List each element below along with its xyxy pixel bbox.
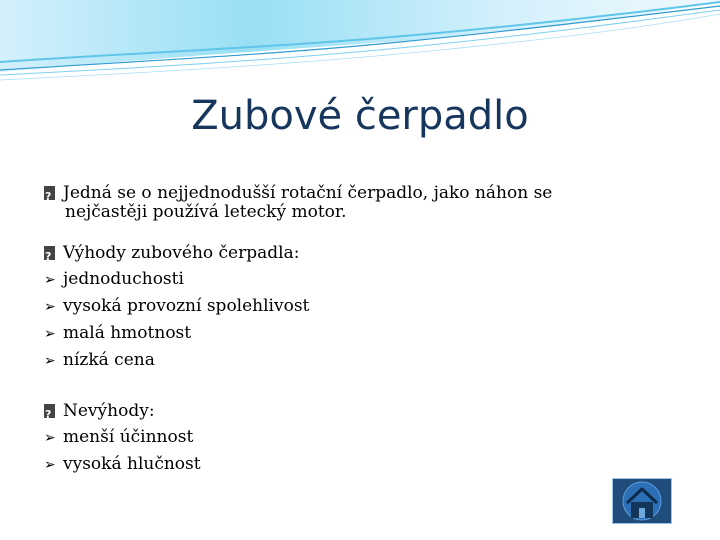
- arrow-bullet-icon: ➢: [44, 326, 56, 342]
- list-item: [44, 347, 664, 374]
- list-item-text: vysoká provozní spolehlivost: [63, 296, 310, 316]
- list-item-text: menší účinnost: [63, 427, 194, 447]
- list-item: [44, 424, 664, 451]
- header-wave-decoration: [0, 0, 720, 90]
- list-item: [44, 293, 664, 320]
- arrow-bullet-icon: ➢: [44, 457, 56, 473]
- bullet-continuation: nejčastěji používá letecký motor.: [65, 202, 347, 222]
- square-bullet-icon: [44, 240, 63, 266]
- arrow-bullet-icon: ➢: [44, 353, 56, 369]
- slide-content: [44, 180, 664, 478]
- list-item-text: jednoduchosti: [63, 269, 184, 289]
- square-bullet-icon: [44, 180, 63, 206]
- list-item-text: vysoká hlučnost: [63, 454, 201, 474]
- bullet-disadvantages: [44, 398, 664, 424]
- arrow-bullet-icon: ➢: [44, 299, 56, 315]
- slide-title: Zubové čerpadlo: [191, 93, 529, 139]
- arrow-bullet-icon: ➢: [44, 430, 56, 446]
- bullet-text: Výhody zubového čerpadla:: [63, 243, 300, 263]
- bullet-advantages: [44, 240, 664, 266]
- list-item: [44, 266, 664, 293]
- list-item-text: nízká cena: [63, 350, 155, 370]
- list-item: [44, 451, 664, 478]
- bullet-text: Nevýhody:: [63, 401, 155, 421]
- bullet-text: Jedná se o nejjednodušší rotační čerpadlo, jako náhon se: [63, 183, 553, 203]
- arrow-bullet-icon: ➢: [44, 272, 56, 288]
- home-icon: [613, 479, 671, 523]
- list-item-text: malá hmotnost: [63, 323, 192, 343]
- list-item: [44, 320, 664, 347]
- home-button[interactable]: [612, 478, 672, 524]
- square-bullet-icon: [44, 398, 63, 424]
